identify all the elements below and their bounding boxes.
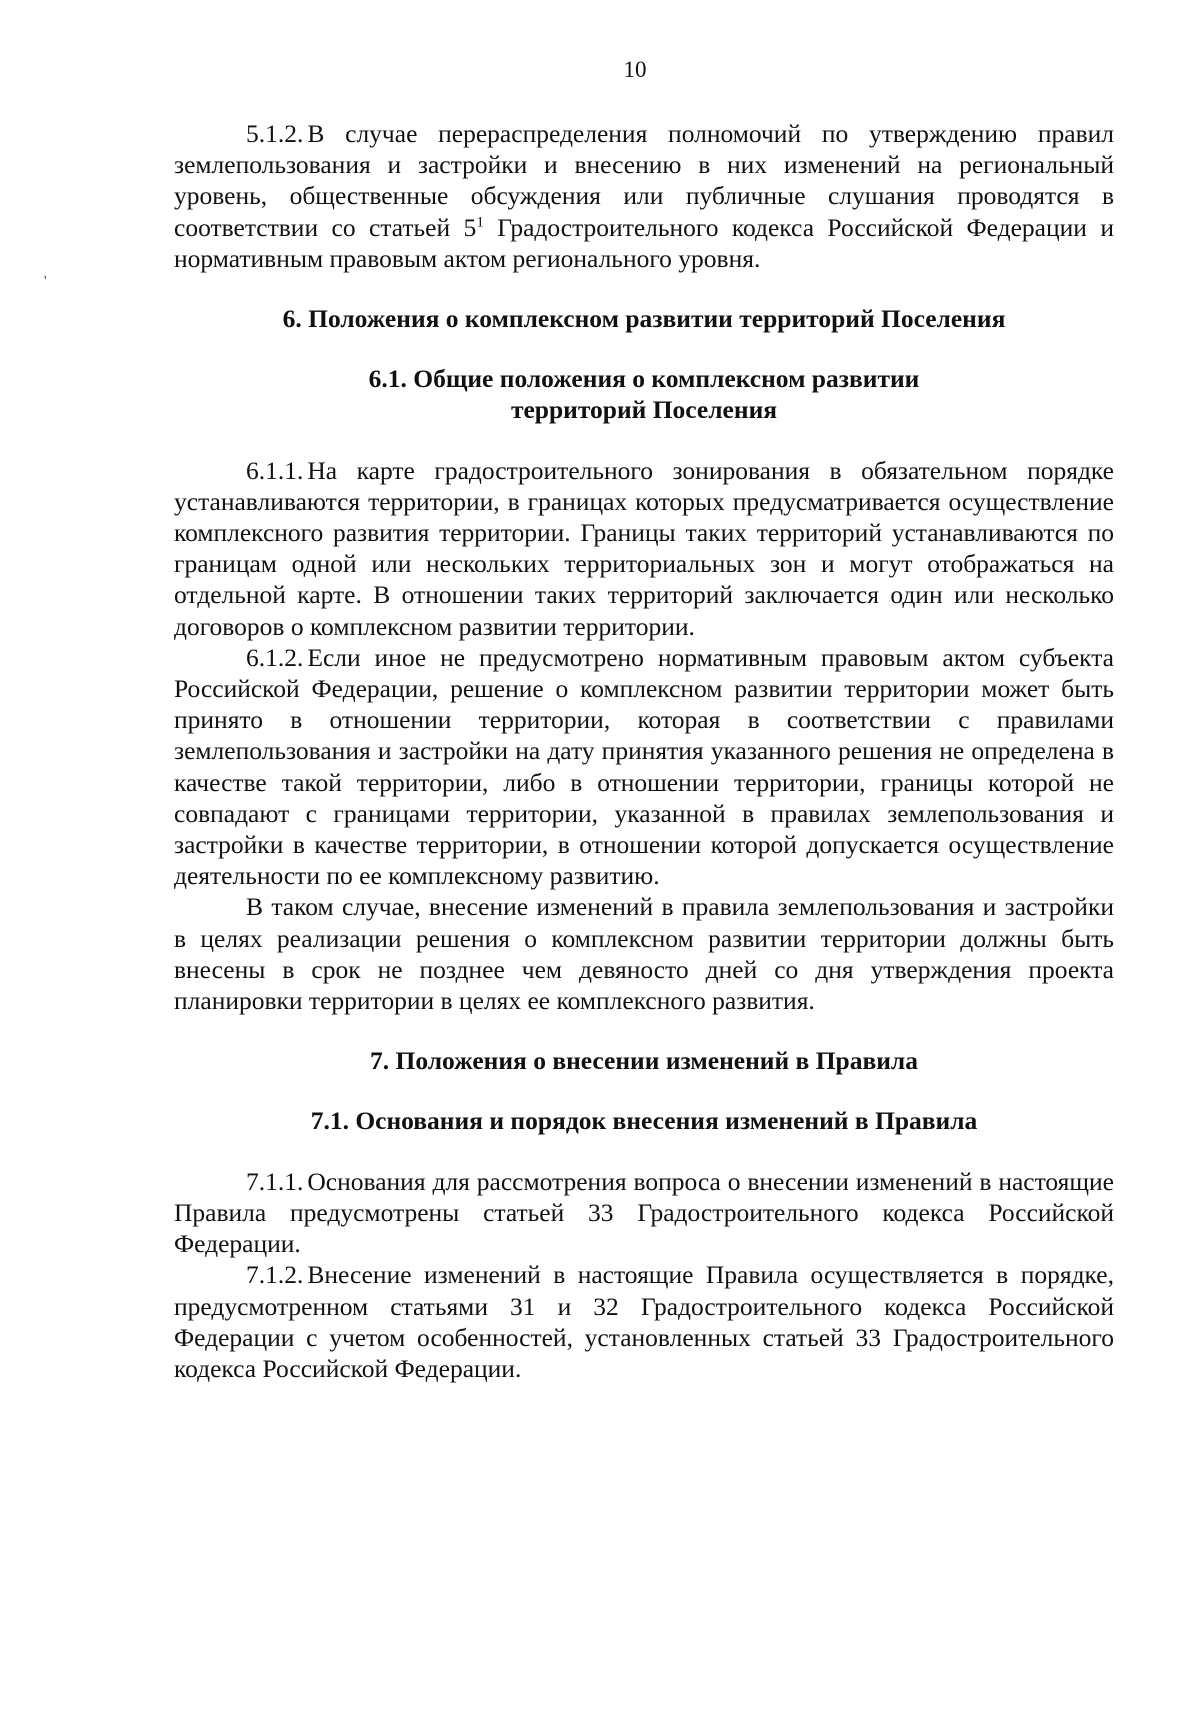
- paragraph-text: Градостроительного кодекса Российской Федерации и нормативным правовым актом регионального уровня.: [174, 212, 1114, 273]
- clause-number: 5.1.2.: [246, 119, 304, 148]
- page-number: 10: [623, 57, 647, 82]
- section-heading-6: 6. Положения о комплексном развитии территорий Поселения: [282, 304, 1006, 334]
- heading-line: 6.1. Общие положения о комплексном развитии: [368, 364, 920, 394]
- paragraph-text: Внесение изменений в настоящие Правила осуществляется в порядке, предусмотренном статьями 31 и 32 Градостроительного кодекса Российской Федерации с учетом особенностей, установленных статьей 33 Градостроительного кодекса Российской Федерации.: [174, 1260, 1114, 1383]
- subsection-heading-7-1: 7.1. Основания и порядок внесения изменений в Правила: [310, 1106, 978, 1136]
- paragraph-text: Если иное не предусмотрено нормативным правовым актом субъекта Российской Федерации, решение о комплексном развитии территории может быть принято в отношении территории, которая в соответствии с правилами землепользования и застройки на дату принятия указанного решения не определена в качестве такой территории, либо в отношении территории, границы которой не совпадают с границами территории, указанной в правилах землепользования и застройки в качестве территории, в отношении которой допускается осуществление деятельности по ее комплексному развитию.: [174, 642, 1114, 891]
- clause-number: 7.1.2.: [246, 1260, 304, 1290]
- heading-line: территорий Поселения: [510, 395, 778, 425]
- paragraph-text: В случае перераспределения полномочий по утверждению правил землепользования и застройки и внесению в них изменений на региональный уровень, общественные обсуждения или публичные слушания проводятся в соответствии со статьей 5: [174, 119, 1114, 242]
- clause-number: 7.1.1.: [246, 1166, 304, 1196]
- paragraph-6-1-2: [174, 642, 1114, 892]
- superscript: 1: [476, 214, 484, 231]
- margin-mark: ': [44, 274, 47, 289]
- paragraph-text: Основания для рассмотрения вопроса о внесении изменений в настоящие Правила предусмотрены статьей 33 Градостроительного кодекса Российской Федерации.: [174, 1166, 1114, 1259]
- subsection-heading-6-1: [174, 363, 1114, 425]
- paragraph-7-1-1: [174, 1166, 1114, 1260]
- document-body: [174, 118, 1114, 1384]
- paragraph-5-1-2: [174, 118, 1114, 274]
- section-heading-7: 7. Положения о внесении изменений в Правила: [370, 1046, 918, 1076]
- paragraph-7-1-2: [174, 1259, 1114, 1384]
- paragraph-text: На карте градостроительного зонирования в обязательном порядке устанавливаются территории, в границах которых предусматривается осуществление комплексного развития территории. Границы таких территорий устанавливаются по границам одной или нескольких территориальных зон и могут отображаться на отдельной карте. В отношении таких территорий заключается один или несколько договоров о комплексном развитии территории.: [174, 455, 1114, 641]
- clause-number: 6.1.2.: [246, 642, 304, 672]
- paragraph-6-1-2-continued: В таком случае, внесение изменений в правила землепользования и застройки в целях реализации решения о комплексном развитии территории должны быть внесены в срок не позднее чем девяносто дней со дня утверждения проекта планировки территории в целях ее комплексного развития.: [174, 892, 1114, 1016]
- clause-number: 6.1.1.: [246, 455, 304, 485]
- paragraph-6-1-1: [174, 455, 1114, 642]
